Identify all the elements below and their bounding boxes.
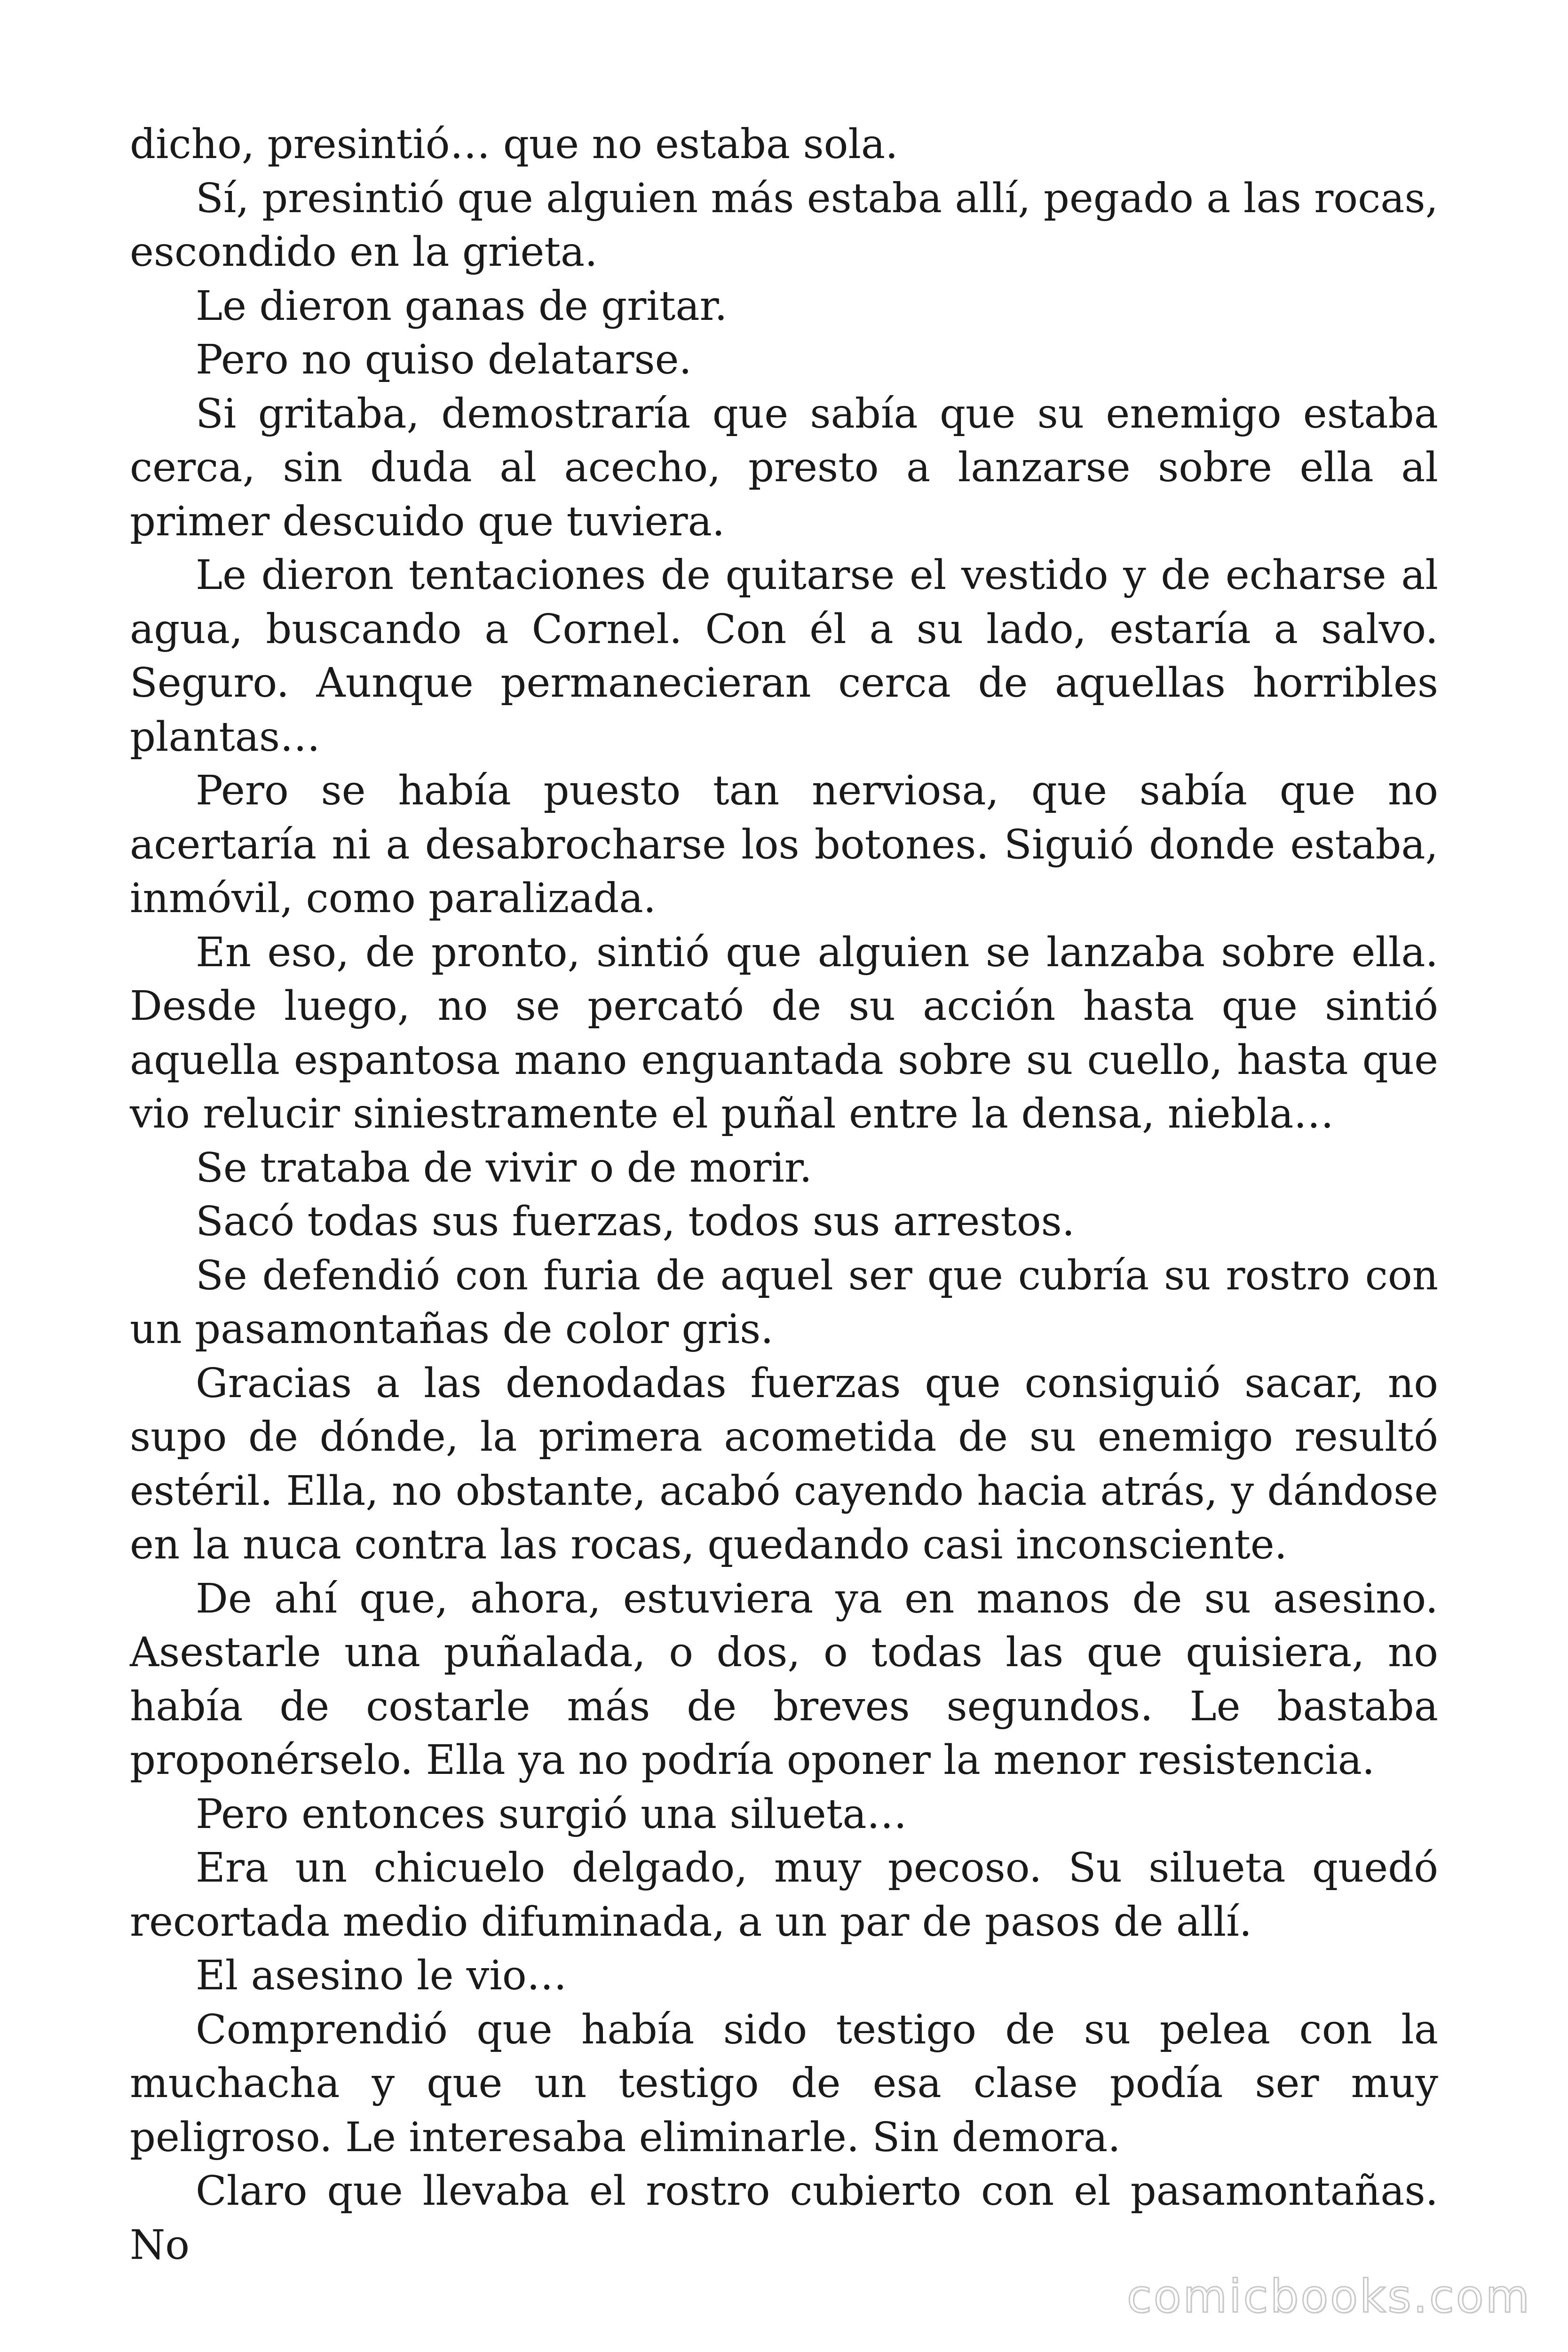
paragraph: De ahí que, ahora, estuviera ya en manos de su asesino. Asestarle una puñalada, o dos, o todas las que quisiera, no había de costarle más de breves segundos. Le bastaba proponérselo. Ella ya no podría oponer la menor resistencia. bbox=[130, 1575, 1438, 1784]
paragraph: El asesino le vio… bbox=[196, 1952, 567, 1999]
paragraph: Pero se había puesto tan nerviosa, que sabía que no acertaría ni a desabrocharse los botones. Siguió donde estaba, inmóvil, como paralizada. bbox=[130, 767, 1438, 922]
paragraph: Gracias a las denodadas fuerzas que consiguió sacar, no supo de dónde, la primera acometida de su enemigo resultó estéril. Ella, no obstante, acabó cayendo hacia atrás, y dándose en la nuca contra las rocas, quedando casi inconsciente. bbox=[130, 1359, 1438, 1568]
paragraph: Pero no quiso delatarse. bbox=[196, 336, 692, 383]
paragraph: Pero entonces surgió una silueta… bbox=[196, 1790, 907, 1838]
paragraph: Claro que llevaba el rostro cubierto con el pasamontañas. No bbox=[130, 2168, 1438, 2269]
paragraph: Le dieron tentaciones de quitarse el vestido y de echarse al agua, buscando a Cornel. Con él a su lado, estaría a salvo. Seguro. Aunque permanecieran cerca de aquellas horribles plantas… bbox=[130, 552, 1438, 761]
paragraph: Se trataba de vivir o de morir. bbox=[196, 1144, 812, 1192]
body-text bbox=[130, 118, 1438, 2272]
paragraph: Le dieron ganas de gritar. bbox=[196, 282, 728, 330]
paragraph: En eso, de pronto, sintió que alguien se lanzaba sobre ella. Desde luego, no se percató de su acción hasta que sintió aquella espantosa mano enguantada sobre su cuello, hasta que vio relucir siniestramente el puñal entre la densa, niebla… bbox=[130, 929, 1438, 1137]
paragraph: dicho, presintió… que no estaba sola. bbox=[130, 121, 898, 168]
paragraph: Sí, presintió que alguien más estaba allí, pegado a las rocas, escondido en la grieta. bbox=[130, 175, 1438, 276]
paragraph: Comprendió que había sido testigo de su pelea con la muchacha y que un testigo de esa clase podía ser muy peligroso. Le interesaba eliminarle. Sin demora. bbox=[130, 2006, 1438, 2161]
paragraph: Sacó todas sus fuerzas, todos sus arrestos. bbox=[196, 1198, 1075, 1245]
watermark: comicbooks.com bbox=[1126, 2270, 1531, 2323]
paragraph: Si gritaba, demostraría que sabía que su enemigo estaba cerca, sin duda al acecho, presto a lanzarse sobre ella al primer descuido que tuviera. bbox=[130, 390, 1438, 545]
paragraph: Era un chicuelo delgado, muy pecoso. Su silueta quedó recortada medio difuminada, a un par de pasos de allí. bbox=[130, 1844, 1438, 1946]
paragraph: Se defendió con furia de aquel ser que cubría su rostro con un pasamontañas de color gris. bbox=[130, 1252, 1438, 1353]
